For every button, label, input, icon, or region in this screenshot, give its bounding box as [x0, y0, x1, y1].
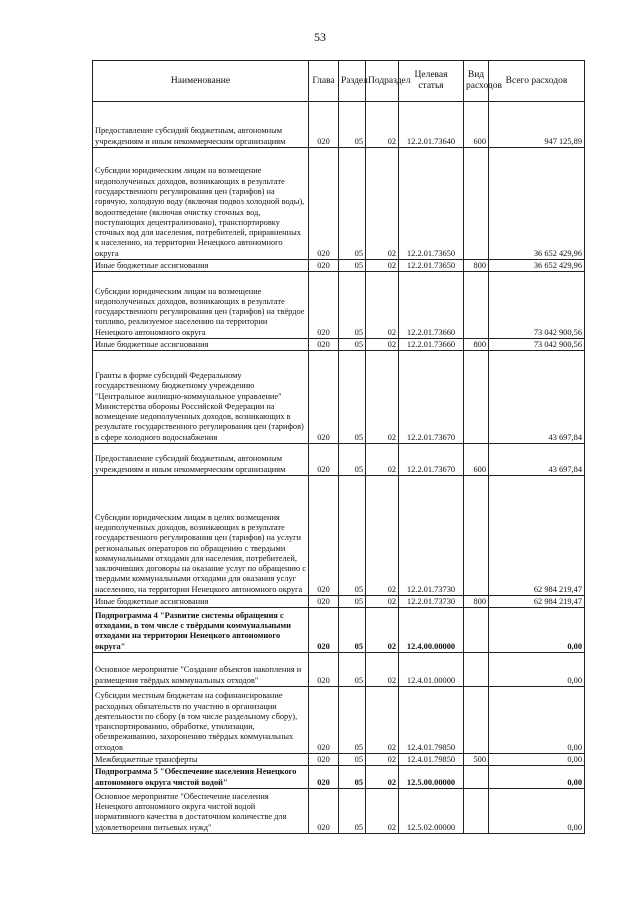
cell-razdel: 05	[339, 789, 366, 834]
cell-glava: 020	[309, 102, 339, 148]
cell-total: 0,00	[489, 766, 585, 789]
cell-razdel: 05	[339, 754, 366, 766]
cell-expense-type	[464, 476, 489, 596]
cell-razdel: 05	[339, 260, 366, 272]
table-body	[93, 102, 585, 834]
table-row	[93, 766, 585, 789]
cell-glava: 020	[309, 596, 339, 608]
cell-name: Субсидии юридическим лицам на возмещение недополученных доходов, возникающих в результате государственного регулирования цен (тарифов) на твёрдое топливо, реализуемое населению на территории Ненецкого автономного округа	[93, 272, 309, 339]
cell-razdel: 05	[339, 608, 366, 653]
cell-expense-type: 500	[464, 754, 489, 766]
cell-glava: 020	[309, 476, 339, 596]
cell-podrazdel: 02	[366, 766, 399, 789]
table-header-row	[93, 61, 585, 102]
budget-table	[92, 60, 585, 834]
cell-razdel: 05	[339, 687, 366, 754]
cell-glava: 020	[309, 351, 339, 444]
cell-target: 12.2.01.73660	[399, 339, 464, 351]
cell-glava: 020	[309, 272, 339, 339]
cell-total: 0,00	[489, 608, 585, 653]
cell-razdel: 05	[339, 102, 366, 148]
cell-target: 12.2.01.73650	[399, 260, 464, 272]
cell-podrazdel: 02	[366, 687, 399, 754]
column-header-expense-type: Вид расходов	[464, 61, 489, 102]
cell-podrazdel: 02	[366, 653, 399, 687]
table-row	[93, 102, 585, 148]
cell-expense-type: 800	[464, 260, 489, 272]
cell-expense-type: 800	[464, 596, 489, 608]
cell-glava: 020	[309, 444, 339, 476]
cell-razdel: 05	[339, 596, 366, 608]
cell-name: Предоставление субсидий бюджетным, автономным учреждениям и иным некоммерческим организациям	[93, 102, 309, 148]
table-row	[93, 148, 585, 260]
cell-razdel: 05	[339, 351, 366, 444]
cell-podrazdel: 02	[366, 351, 399, 444]
cell-expense-type: 800	[464, 339, 489, 351]
table-row	[93, 444, 585, 476]
column-header-target: Целевая статья	[399, 61, 464, 102]
cell-podrazdel: 02	[366, 476, 399, 596]
cell-total: 36 652 429,96	[489, 148, 585, 260]
table-row	[93, 476, 585, 596]
cell-glava: 020	[309, 766, 339, 789]
cell-razdel: 05	[339, 766, 366, 789]
cell-expense-type	[464, 148, 489, 260]
cell-name: Субсидии юридическим лицам на возмещение недополученных доходов, возникающих в результате государственного регулирования цен (тарифов) на горячую, холодную воду (включая подвоз холодной воды), водоотведение (включая очистку сточных вод, поступающих децентрализовано), транспортировку сточных вод для населения, потребителей, приравненных к населению, на территории Ненецкого автономного округа	[93, 148, 309, 260]
cell-expense-type: 600	[464, 444, 489, 476]
cell-total: 62 984 219,47	[489, 596, 585, 608]
cell-expense-type	[464, 766, 489, 789]
cell-glava: 020	[309, 148, 339, 260]
page-number: 53	[314, 30, 326, 44]
table-row	[93, 653, 585, 687]
cell-name: Подпрограмма 5 "Обеспечение населения Ненецкого автономного округа чистой водой"	[93, 766, 309, 789]
cell-name: Предоставление субсидий бюджетным, автономным учреждениям и иным некоммерческим организациям	[93, 444, 309, 476]
cell-total: 0,00	[489, 754, 585, 766]
cell-expense-type	[464, 608, 489, 653]
cell-total: 43 697,84	[489, 444, 585, 476]
cell-name: Иные бюджетные ассигнования	[93, 260, 309, 272]
cell-glava: 020	[309, 260, 339, 272]
cell-target: 12.2.01.73730	[399, 596, 464, 608]
cell-total: 36 652 429,96	[489, 260, 585, 272]
cell-glava: 020	[309, 754, 339, 766]
cell-total: 73 042 900,56	[489, 272, 585, 339]
cell-name: Межбюджетные трансферты	[93, 754, 309, 766]
column-header-glava: Глава	[309, 61, 339, 102]
cell-total: 0,00	[489, 687, 585, 754]
cell-target: 12.4.00.00000	[399, 608, 464, 653]
cell-razdel: 05	[339, 653, 366, 687]
cell-expense-type	[464, 272, 489, 339]
column-header-podrazdel: Подраздел	[366, 61, 399, 102]
cell-razdel: 05	[339, 272, 366, 339]
cell-expense-type	[464, 789, 489, 834]
column-header-name: Наименование	[93, 61, 309, 102]
cell-podrazdel: 02	[366, 272, 399, 339]
cell-target: 12.2.01.73640	[399, 102, 464, 148]
cell-name: Основное мероприятие "Обеспечение населения Ненецкого автономного округа чистой водой нормативного качества в достаточном количестве для удовлетворения питьевых нужд"	[93, 789, 309, 834]
cell-expense-type	[464, 351, 489, 444]
cell-name: Основное мероприятие "Создание объектов накопления и размещения твёрдых коммунальных отходов"	[93, 653, 309, 687]
cell-expense-type	[464, 687, 489, 754]
cell-name: Субсидии юридическим лицам в целях возмещения недополученных доходов, возникающих в результате государственного регулирования цен (тарифов) на услуги региональных операторов по обращению с твердыми коммунальными отходами для населения, потребителей, заключивших договоры на оказание услуг по обращению с твердыми коммунальными отходами для оказания услуг населению, на территории Ненецкого автономного округа	[93, 476, 309, 596]
table-row	[93, 351, 585, 444]
cell-podrazdel: 02	[366, 608, 399, 653]
cell-target: 12.2.01.73670	[399, 351, 464, 444]
table-row	[93, 754, 585, 766]
cell-podrazdel: 02	[366, 148, 399, 260]
cell-target: 12.4.01.00000	[399, 653, 464, 687]
cell-glava: 020	[309, 608, 339, 653]
cell-total: 73 042 900,56	[489, 339, 585, 351]
cell-podrazdel: 02	[366, 339, 399, 351]
cell-target: 12.2.01.73730	[399, 476, 464, 596]
cell-name: Иные бюджетные ассигнования	[93, 596, 309, 608]
cell-glava: 020	[309, 687, 339, 754]
cell-glava: 020	[309, 789, 339, 834]
cell-total: 0,00	[489, 653, 585, 687]
cell-target: 12.2.01.73670	[399, 444, 464, 476]
cell-target: 12.5.02.00000	[399, 789, 464, 834]
cell-total: 43 697,84	[489, 351, 585, 444]
cell-name: Иные бюджетные ассигнования	[93, 339, 309, 351]
cell-razdel: 05	[339, 148, 366, 260]
table-row	[93, 596, 585, 608]
table-row	[93, 789, 585, 834]
cell-razdel: 05	[339, 444, 366, 476]
cell-expense-type	[464, 653, 489, 687]
cell-podrazdel: 02	[366, 596, 399, 608]
cell-name: Гранты в форме субсидий Федеральному государственному бюджетному учреждению "Центральное жилищно-коммунальное управление" Министерства обороны Российской Федерации на возмещение недополученных доходов, возникающих в результате государственного регулирования цен (тарифов) в сфере холодного водоснабжения	[93, 351, 309, 444]
cell-target: 12.4.01.79850	[399, 754, 464, 766]
table-row	[93, 272, 585, 339]
cell-podrazdel: 02	[366, 102, 399, 148]
table-row	[93, 260, 585, 272]
cell-expense-type: 600	[464, 102, 489, 148]
cell-glava: 020	[309, 339, 339, 351]
table-row	[93, 339, 585, 351]
cell-razdel: 05	[339, 476, 366, 596]
column-header-razdel: Раздел	[339, 61, 366, 102]
cell-target: 12.5.00.00000	[399, 766, 464, 789]
cell-name: Подпрограмма 4 "Развитие системы обращения с отходами, в том числе с твёрдыми коммунальными отходами на территории Ненецкого автономного округа"	[93, 608, 309, 653]
cell-name: Субсидии местным бюджетам на софинансирование расходных обязательств по участию в организации деятельности по сбору (в том числе раздельному сбору), транспортированию, обработке, утилизации, обезвреживанию, захоронению твёрдых коммунальных отходов	[93, 687, 309, 754]
cell-target: 12.4.01.79850	[399, 687, 464, 754]
cell-total: 62 984 219,47	[489, 476, 585, 596]
cell-podrazdel: 02	[366, 444, 399, 476]
table-row	[93, 608, 585, 653]
cell-podrazdel: 02	[366, 754, 399, 766]
cell-podrazdel: 02	[366, 260, 399, 272]
cell-target: 12.2.01.73660	[399, 272, 464, 339]
cell-podrazdel: 02	[366, 789, 399, 834]
cell-target: 12.2.01.73650	[399, 148, 464, 260]
cell-razdel: 05	[339, 339, 366, 351]
cell-glava: 020	[309, 653, 339, 687]
cell-total: 947 125,89	[489, 102, 585, 148]
cell-total: 0,00	[489, 789, 585, 834]
column-header-total: Всего расходов	[489, 61, 585, 102]
table-row	[93, 687, 585, 754]
